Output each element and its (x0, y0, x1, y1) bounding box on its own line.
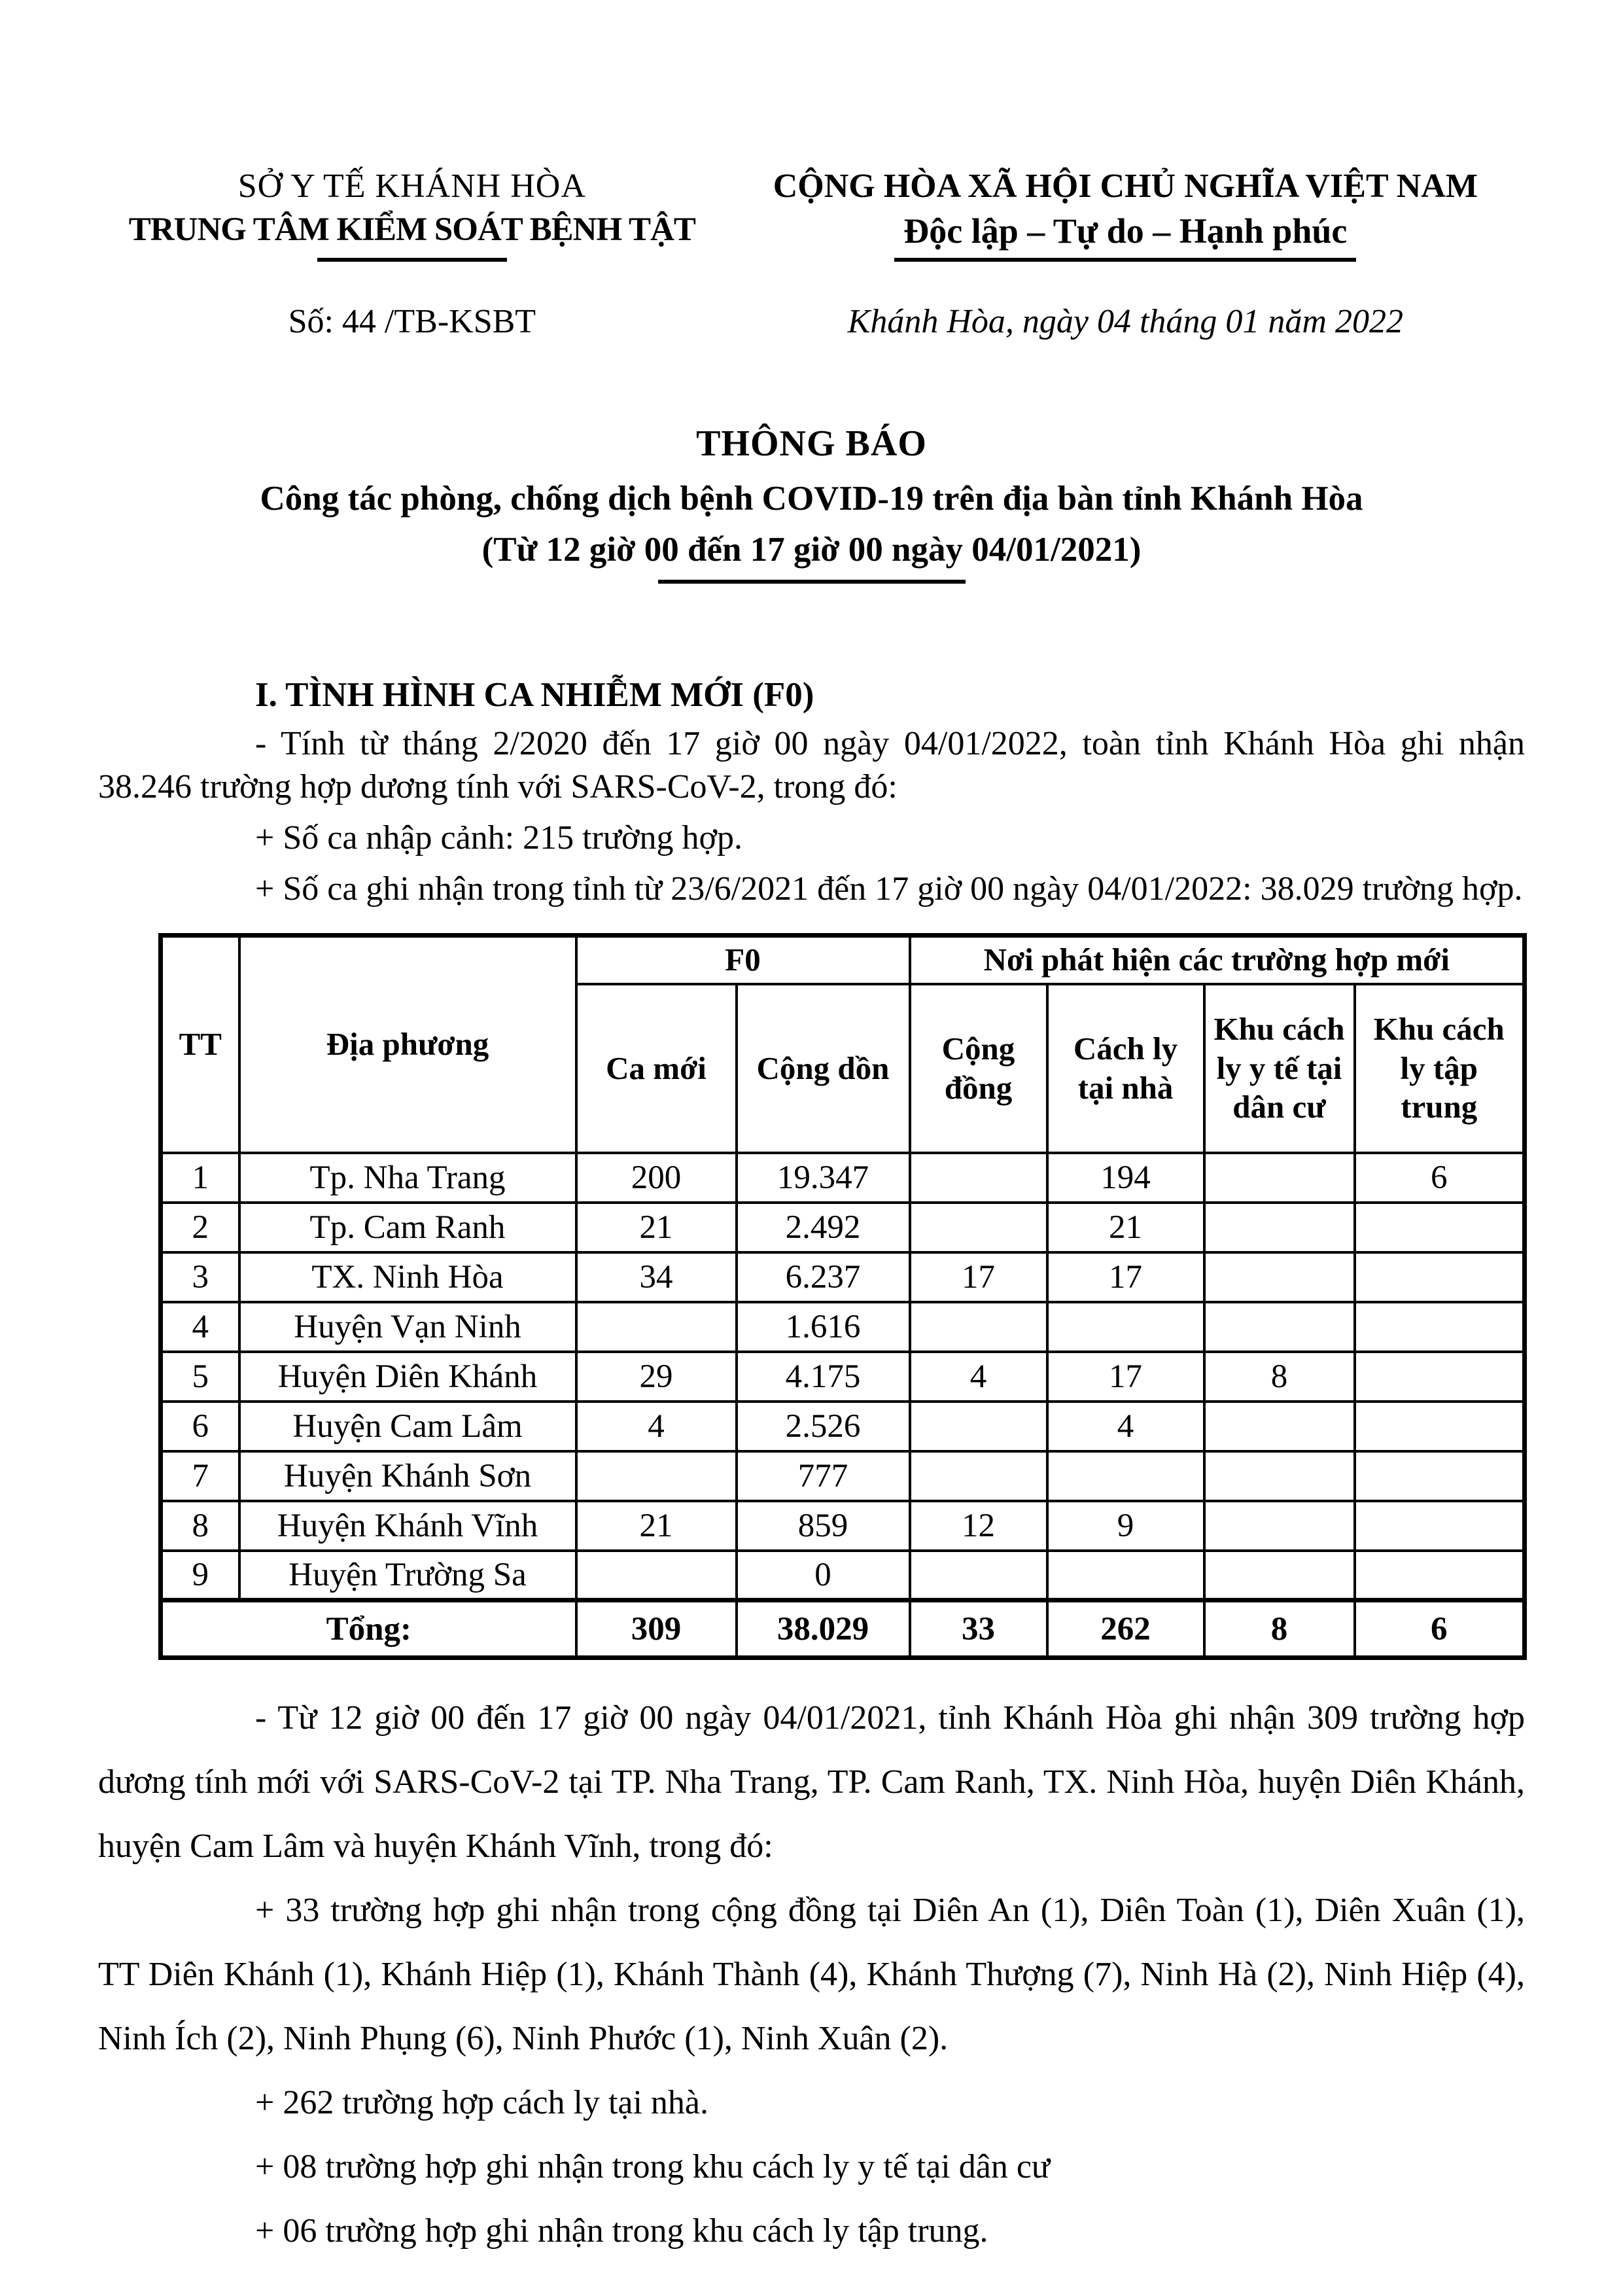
table-cell: 777 (737, 1451, 910, 1501)
paragraph-cumulative-cases: - Tính từ tháng 2/2020 đến 17 giờ 00 ngày 04/01/2022, toàn tỉnh Khánh Hòa ghi nhận 38.246 trường hợp dương tính với SARS-CoV-2, trong đó: (98, 725, 1525, 805)
total-cell: 262 (1047, 1600, 1204, 1658)
table-cell: 1.616 (737, 1302, 910, 1352)
table-cell: 4.175 (737, 1352, 910, 1402)
table-cell (1047, 1451, 1204, 1501)
paragraph-community-cases: + 33 trường hợp ghi nhận trong cộng đồng tại Diên An (1), Diên Toàn (1), Diên Xuân (1), TT Diên Khánh (1), Khánh Hiệp (1), Khánh Thành (4), Khánh Thượng (7), Ninh Hà (2), Ninh Hiệp (4), Ninh Ích (2), Ninh Phụng (6), Ninh Phước (1), Ninh Xuân (2). (98, 1892, 1525, 2057)
table-header-group-row (161, 936, 1525, 984)
table-cell: Huyện Trường Sa (239, 1551, 576, 1600)
col-header-ca-moi: Ca mới (576, 984, 737, 1153)
table-row (161, 1451, 1525, 1501)
table-cell: 4 (1047, 1402, 1204, 1451)
table-cell: 194 (1047, 1153, 1204, 1203)
table-cell: 8 (161, 1501, 239, 1551)
table-cell (576, 1551, 737, 1600)
table-cell: 19.347 (737, 1153, 910, 1203)
table-cell (910, 1451, 1047, 1501)
paragraph-home-quarantine: + 262 trường hợp cách ly tại nhà. (255, 2084, 709, 2121)
table-cell: 7 (161, 1451, 239, 1501)
table-cell (1204, 1402, 1355, 1451)
table-row (161, 1402, 1525, 1451)
total-cell: 309 (576, 1600, 737, 1658)
table-cell (1204, 1501, 1355, 1551)
table-cell (910, 1203, 1047, 1252)
section-heading: I. TÌNH HÌNH CA NHIỄM MỚI (F0) (255, 676, 814, 714)
table-cell (1355, 1402, 1525, 1451)
title-underline (658, 580, 966, 584)
table-cell: Tp. Nha Trang (239, 1153, 576, 1203)
table-cell (1204, 1451, 1355, 1501)
col-header-khu-tap-trung: Khu cách ly tập trung (1355, 984, 1525, 1153)
table-row (161, 1501, 1525, 1551)
table-total-row (161, 1600, 1525, 1658)
table-cell: Huyện Khánh Vĩnh (239, 1501, 576, 1551)
table-cell: 4 (576, 1402, 737, 1451)
table-cell: 6.237 (737, 1252, 910, 1302)
paragraph-new-cases-summary: - Từ 12 giờ 00 đến 17 giờ 00 ngày 04/01/2021, tỉnh Khánh Hòa ghi nhận 309 trường hợp dương tính mới với SARS-CoV-2 tại TP. Nha Trang, TP. Cam Ranh, TX. Ninh Hòa, huyện Diên Khánh, huyện Cam Lâm và huyện Khánh Vĩnh, trong đó: (98, 1699, 1525, 1865)
table-cell (1047, 1302, 1204, 1352)
table-row (161, 1252, 1525, 1302)
total-cell: 6 (1355, 1600, 1525, 1658)
place-and-date: Khánh Hòa, ngày 04 tháng 01 năm 2022 (847, 303, 1403, 340)
table-cell: 3 (161, 1252, 239, 1302)
table-cell: 9 (1047, 1501, 1204, 1551)
paragraph-local-cases: + Số ca ghi nhận trong tỉnh từ 23/6/2021 đến 17 giờ 00 ngày 04/01/2022: 38.029 trường hợp. (255, 870, 1523, 908)
table-cell: 21 (576, 1501, 737, 1551)
table-cell: 6 (161, 1402, 239, 1451)
table-cell: 200 (576, 1153, 737, 1203)
table-cell: Tp. Cam Ranh (239, 1203, 576, 1252)
total-cell: 8 (1204, 1600, 1355, 1658)
table-cell (1204, 1302, 1355, 1352)
table-cell: Huyện Cam Lâm (239, 1402, 576, 1451)
col-header-cong-dong: Cộng đồng (910, 984, 1047, 1153)
table-cell (910, 1551, 1047, 1600)
table-cell: 12 (910, 1501, 1047, 1551)
national-title: CỘNG HÒA XÃ HỘI CHỦ NGHĨA VIỆT NAM (773, 168, 1478, 205)
table-cell: 5 (161, 1352, 239, 1402)
table-cell: 9 (161, 1551, 239, 1600)
col-header-cong-don: Cộng dồn (737, 984, 910, 1153)
document-subtitle: Công tác phòng, chống dịch bệnh COVID-19 trên địa bàn tỉnh Khánh Hòa (260, 480, 1363, 518)
col-header-dia-phuong: Địa phương (239, 936, 576, 1153)
col-header-cach-ly-tai-nha: Cách ly tại nhà (1047, 984, 1204, 1153)
table-cell: 17 (910, 1252, 1047, 1302)
paragraph-central-quarantine: + 06 trường hợp ghi nhận trong khu cách ly tập trung. (255, 2212, 988, 2250)
document-number: Số: 44 /TB-KSBT (288, 303, 536, 340)
col-header-khu-y-te: Khu cách ly y tế tại dân cư (1204, 984, 1355, 1153)
table-row (161, 1352, 1525, 1402)
table-cell: 21 (576, 1203, 737, 1252)
table-row (161, 1551, 1525, 1600)
table-cell: 8 (1204, 1352, 1355, 1402)
table-cell (910, 1153, 1047, 1203)
table-cell: 4 (910, 1352, 1047, 1402)
table-cell (1047, 1551, 1204, 1600)
table-cell: 2.526 (737, 1402, 910, 1451)
total-label-cell: Tổng: (161, 1600, 576, 1658)
paragraph-imported-cases: + Số ca nhập cảnh: 215 trường hợp. (255, 819, 743, 857)
table-cell: 17 (1047, 1252, 1204, 1302)
table-cell (1355, 1551, 1525, 1600)
table-row (161, 1203, 1525, 1252)
col-header-tt: TT (161, 936, 239, 1153)
table-cell: 34 (576, 1252, 737, 1302)
table-cell (1204, 1551, 1355, 1600)
table-cell (1355, 1352, 1525, 1402)
paragraph-medical-quarantine: + 08 trường hợp ghi nhận trong khu cách ly y tế tại dân cư (255, 2148, 1051, 2185)
table-cell (1355, 1501, 1525, 1551)
table-cell: Huyện Diên Khánh (239, 1352, 576, 1402)
table-cell: 21 (1047, 1203, 1204, 1252)
table-cell: Huyện Khánh Sơn (239, 1451, 576, 1501)
table-cell (1355, 1252, 1525, 1302)
table-cell (1204, 1153, 1355, 1203)
table-cell: 17 (1047, 1352, 1204, 1402)
org-name: TRUNG TÂM KIỂM SOÁT BỆNH TẬT (128, 211, 695, 248)
table-cell (1355, 1451, 1525, 1501)
table-cell: 2.492 (737, 1203, 910, 1252)
document-title: THÔNG BÁO (696, 423, 927, 464)
total-cell: 38.029 (737, 1600, 910, 1658)
title-block (98, 423, 1525, 584)
document-date-range: (Từ 12 giờ 00 đến 17 giờ 00 ngày 04/01/2021) (481, 531, 1142, 569)
col-group-noi-phat-hien: Nơi phát hiện các trường hợp mới (910, 936, 1525, 984)
org-underline (317, 258, 507, 262)
table-cell (1204, 1252, 1355, 1302)
table-cell: 859 (737, 1501, 910, 1551)
table-cell: 0 (737, 1551, 910, 1600)
table-row (161, 1302, 1525, 1352)
table-cell: 29 (576, 1352, 737, 1402)
table-cell: TX. Ninh Hòa (239, 1252, 576, 1302)
table-cell (910, 1402, 1047, 1451)
table-cell: Huyện Vạn Ninh (239, 1302, 576, 1352)
table-cell: 6 (1355, 1153, 1525, 1203)
table-cell: 1 (161, 1153, 239, 1203)
table-cell (910, 1302, 1047, 1352)
table-cell: 4 (161, 1302, 239, 1352)
table-cell (1204, 1203, 1355, 1252)
number-date-row (98, 302, 1525, 341)
total-cell: 33 (910, 1600, 1047, 1658)
issuing-org-block (98, 167, 726, 262)
table-cell: 2 (161, 1203, 239, 1252)
org-name-parent: SỞ Y TẾ KHÁNH HÒA (237, 168, 586, 205)
motto-wrap (726, 211, 1525, 262)
national-motto-block (726, 167, 1525, 262)
table-cell (576, 1451, 737, 1501)
document-header (98, 167, 1525, 262)
col-group-f0: F0 (576, 936, 910, 984)
table-cell (576, 1302, 737, 1352)
national-motto: Độc lập – Tự do – Hạnh phúc (894, 211, 1356, 262)
table-row (161, 1153, 1525, 1203)
covid-stats-table (158, 933, 1527, 1660)
table-cell (1355, 1302, 1525, 1352)
table-cell (1355, 1203, 1525, 1252)
